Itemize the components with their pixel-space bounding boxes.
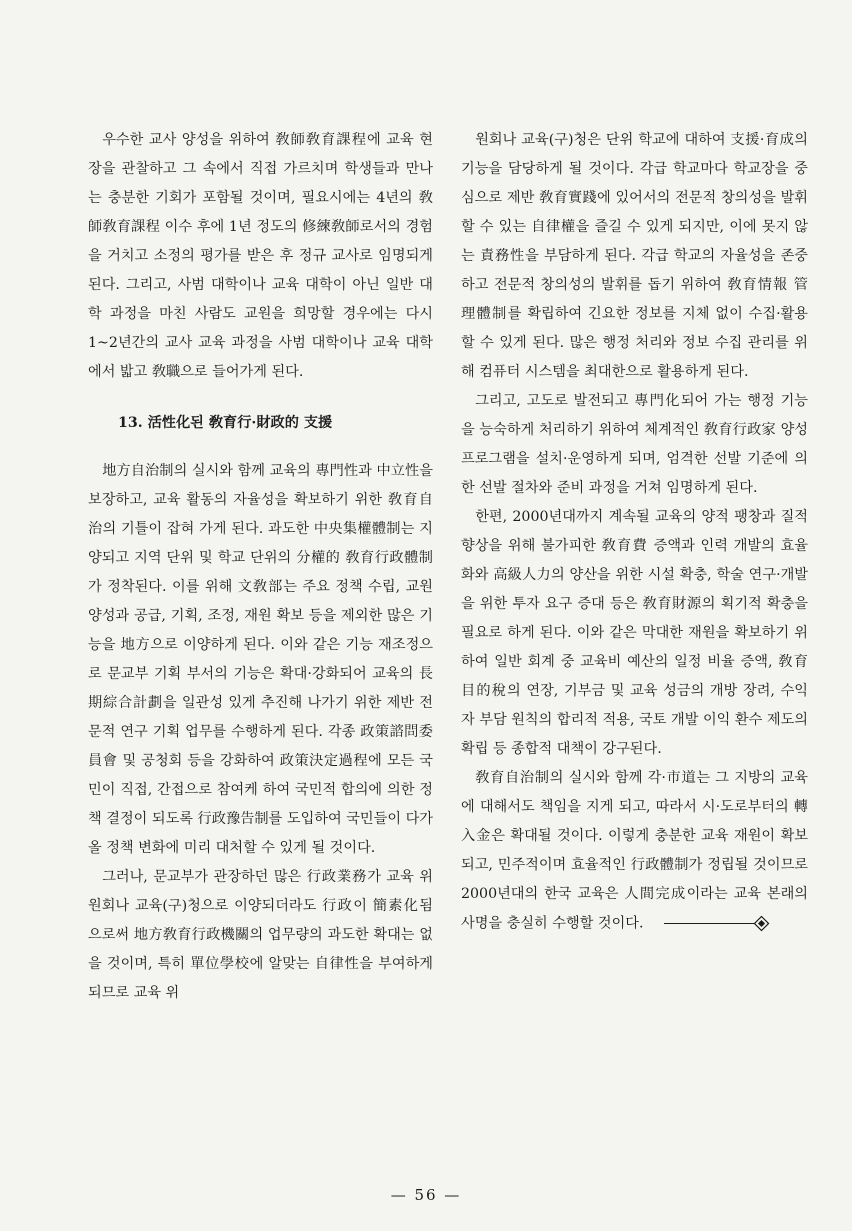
end-mark-icon bbox=[650, 909, 767, 938]
paragraph-school-support: 원회나 교육(구)청은 단위 학교에 대하여 支援·育成의 기능을 담당하게 될 것이다. 각급 학교마다 학교장을 중심으로 제반 敎育實踐에 있어서의 전문적 창의성을 발휘할 수 있는 自律權을 즐길 수 있게 되지만, 이에 못지 않는 責務性을 부담하게 된다. 각급 학교의 자율성을 존중하고 전문적 창의성의 발휘를 돕기 위하여 敎育情報 管理體制를 확립하여 긴요한 정보를 지체 없이 수집·활용할 수 있게 된다. 많은 행정 처리와 정보 수집 관리를 위해 컴퓨터 시스템을 최대한으로 활용하게 된다. bbox=[461, 132, 808, 380]
paragraph-education-finance: 한편, 2000년대까지 계속될 교육의 양적 팽창과 질적 향상을 위해 불가피한 敎育費 증액과 인력 개발의 효율화와 高級人力의 양산을 위한 시설 확충, 학술 연구·개발을 위한 투자 요구 증대 등은 敎育財源의 획기적 확충을 필요로 하게 된다. 이와 같은 막대한 재원을 확보하기 위하여 일반 회계 중 교육비 예산의 일정 비율 증액, 敎育目的稅의 연장, 기부금 및 교육 성금의 개방 장려, 수익자 부담 원칙의 합리적 적용, 국토 개발 이익 환수 제도의 확립 등 종합적 대책이 강구된다. bbox=[461, 509, 808, 757]
paragraph-education-autonomy: 地方自治制의 실시와 함께 교육의 專門性과 中立性을 보장하고, 교육 활동의 자율성을 확보하기 위한 敎育自治의 기틀이 잡혀 가게 된다. 과도한 中央集權體制는 지양되고 지역 단위 및 학교 단위의 分權的 敎育行政體制가 정착된다. 이를 위해 文敎部는 주요 정책 수립, 교원 양성과 공급, 기획, 조정, 재원 확보 등을 제외한 많은 기능을 地方으로 이양하게 된다. 이와 같은 기능 재조정으로 문교부 기획 부서의 기능은 확대·강화되어 교육의 長期綜合計劃을 일관성 있게 추진해 나가기 위한 제반 전문적 연구 기획 업무를 수행하게 된다. 각종 政策諮問委員會 및 공청회 등을 강화하여 政策決定過程에 모든 국민이 직접, 간접으로 참여케 하여 국민적 합의에 의한 정책 결정이 되도록 行政豫告制를 도입하여 국민들이 다가올 정책 변화에 미리 대처할 수 있게 될 것이다. bbox=[88, 463, 433, 856]
paragraph-teacher-training: 우수한 교사 양성을 위하여 敎師敎育課程에 교육 현장을 관찰하고 그 속에서 직접 가르치며 학생들과 만나는 충분한 기회가 포함될 것이며, 필요시에는 4년의 敎師敎育課程 이수 후에 1년 정도의 修練敎師로서의 경험을 거치고 소정의 평가를 받은 후 정규 교사로 임명되게 된다. 그리고, 사범 대학이나 교육 대학이 아닌 일반 대학 과정을 마친 사람도 교원을 희망할 경우에는 다시 1~2년간의 교사 교육 과정을 사범 대학이나 교육 대학에서 밟고 敎職으로 들어가게 된다. bbox=[88, 132, 433, 380]
section-heading: 13. 活性化된 敎育行·財政的 支援 bbox=[118, 415, 333, 431]
page-number: — 56 — bbox=[390, 1186, 462, 1204]
paragraph-administrator-training: 그리고, 고도로 발전되고 專門化되어 가는 행정 기능을 능숙하게 처리하기 위하여 체계적인 敎育行政家 양성 프로그램을 설치·운영하게 되며, 엄격한 선발 기준에 의한 선발 절차와 준비 과정을 거쳐 임명하게 된다. bbox=[461, 393, 808, 496]
right-column bbox=[461, 126, 808, 939]
paragraph-administration-transfer: 그러나, 문교부가 관장하던 많은 行政業務가 교육 위원회나 교육(구)청으로 이양되더라도 行政이 簡素化됨으로써 地方敎育行政機關의 업무량의 과도한 확대는 없을 것이며, 특히 單位學校에 알맞는 自律性을 부여하게 되므로 교육 위 bbox=[88, 869, 433, 1001]
left-column bbox=[88, 126, 433, 1008]
paragraph-conclusion-text: 敎育自治制의 실시와 함께 각·市道는 그 지방의 교육에 대해서도 책임을 지게 되고, 따라서 시·도로부터의 轉入金은 확대될 것이다. 이렇게 충분한 교육 재원이 확보되고, 민주적이며 효율적인 行政體制가 정립될 것이므로 2000년대의 한국 교육은 人間完成이라는 교육 본래의 사명을 충실히 수행할 것이다. bbox=[461, 770, 808, 932]
paragraph-conclusion bbox=[461, 764, 808, 939]
